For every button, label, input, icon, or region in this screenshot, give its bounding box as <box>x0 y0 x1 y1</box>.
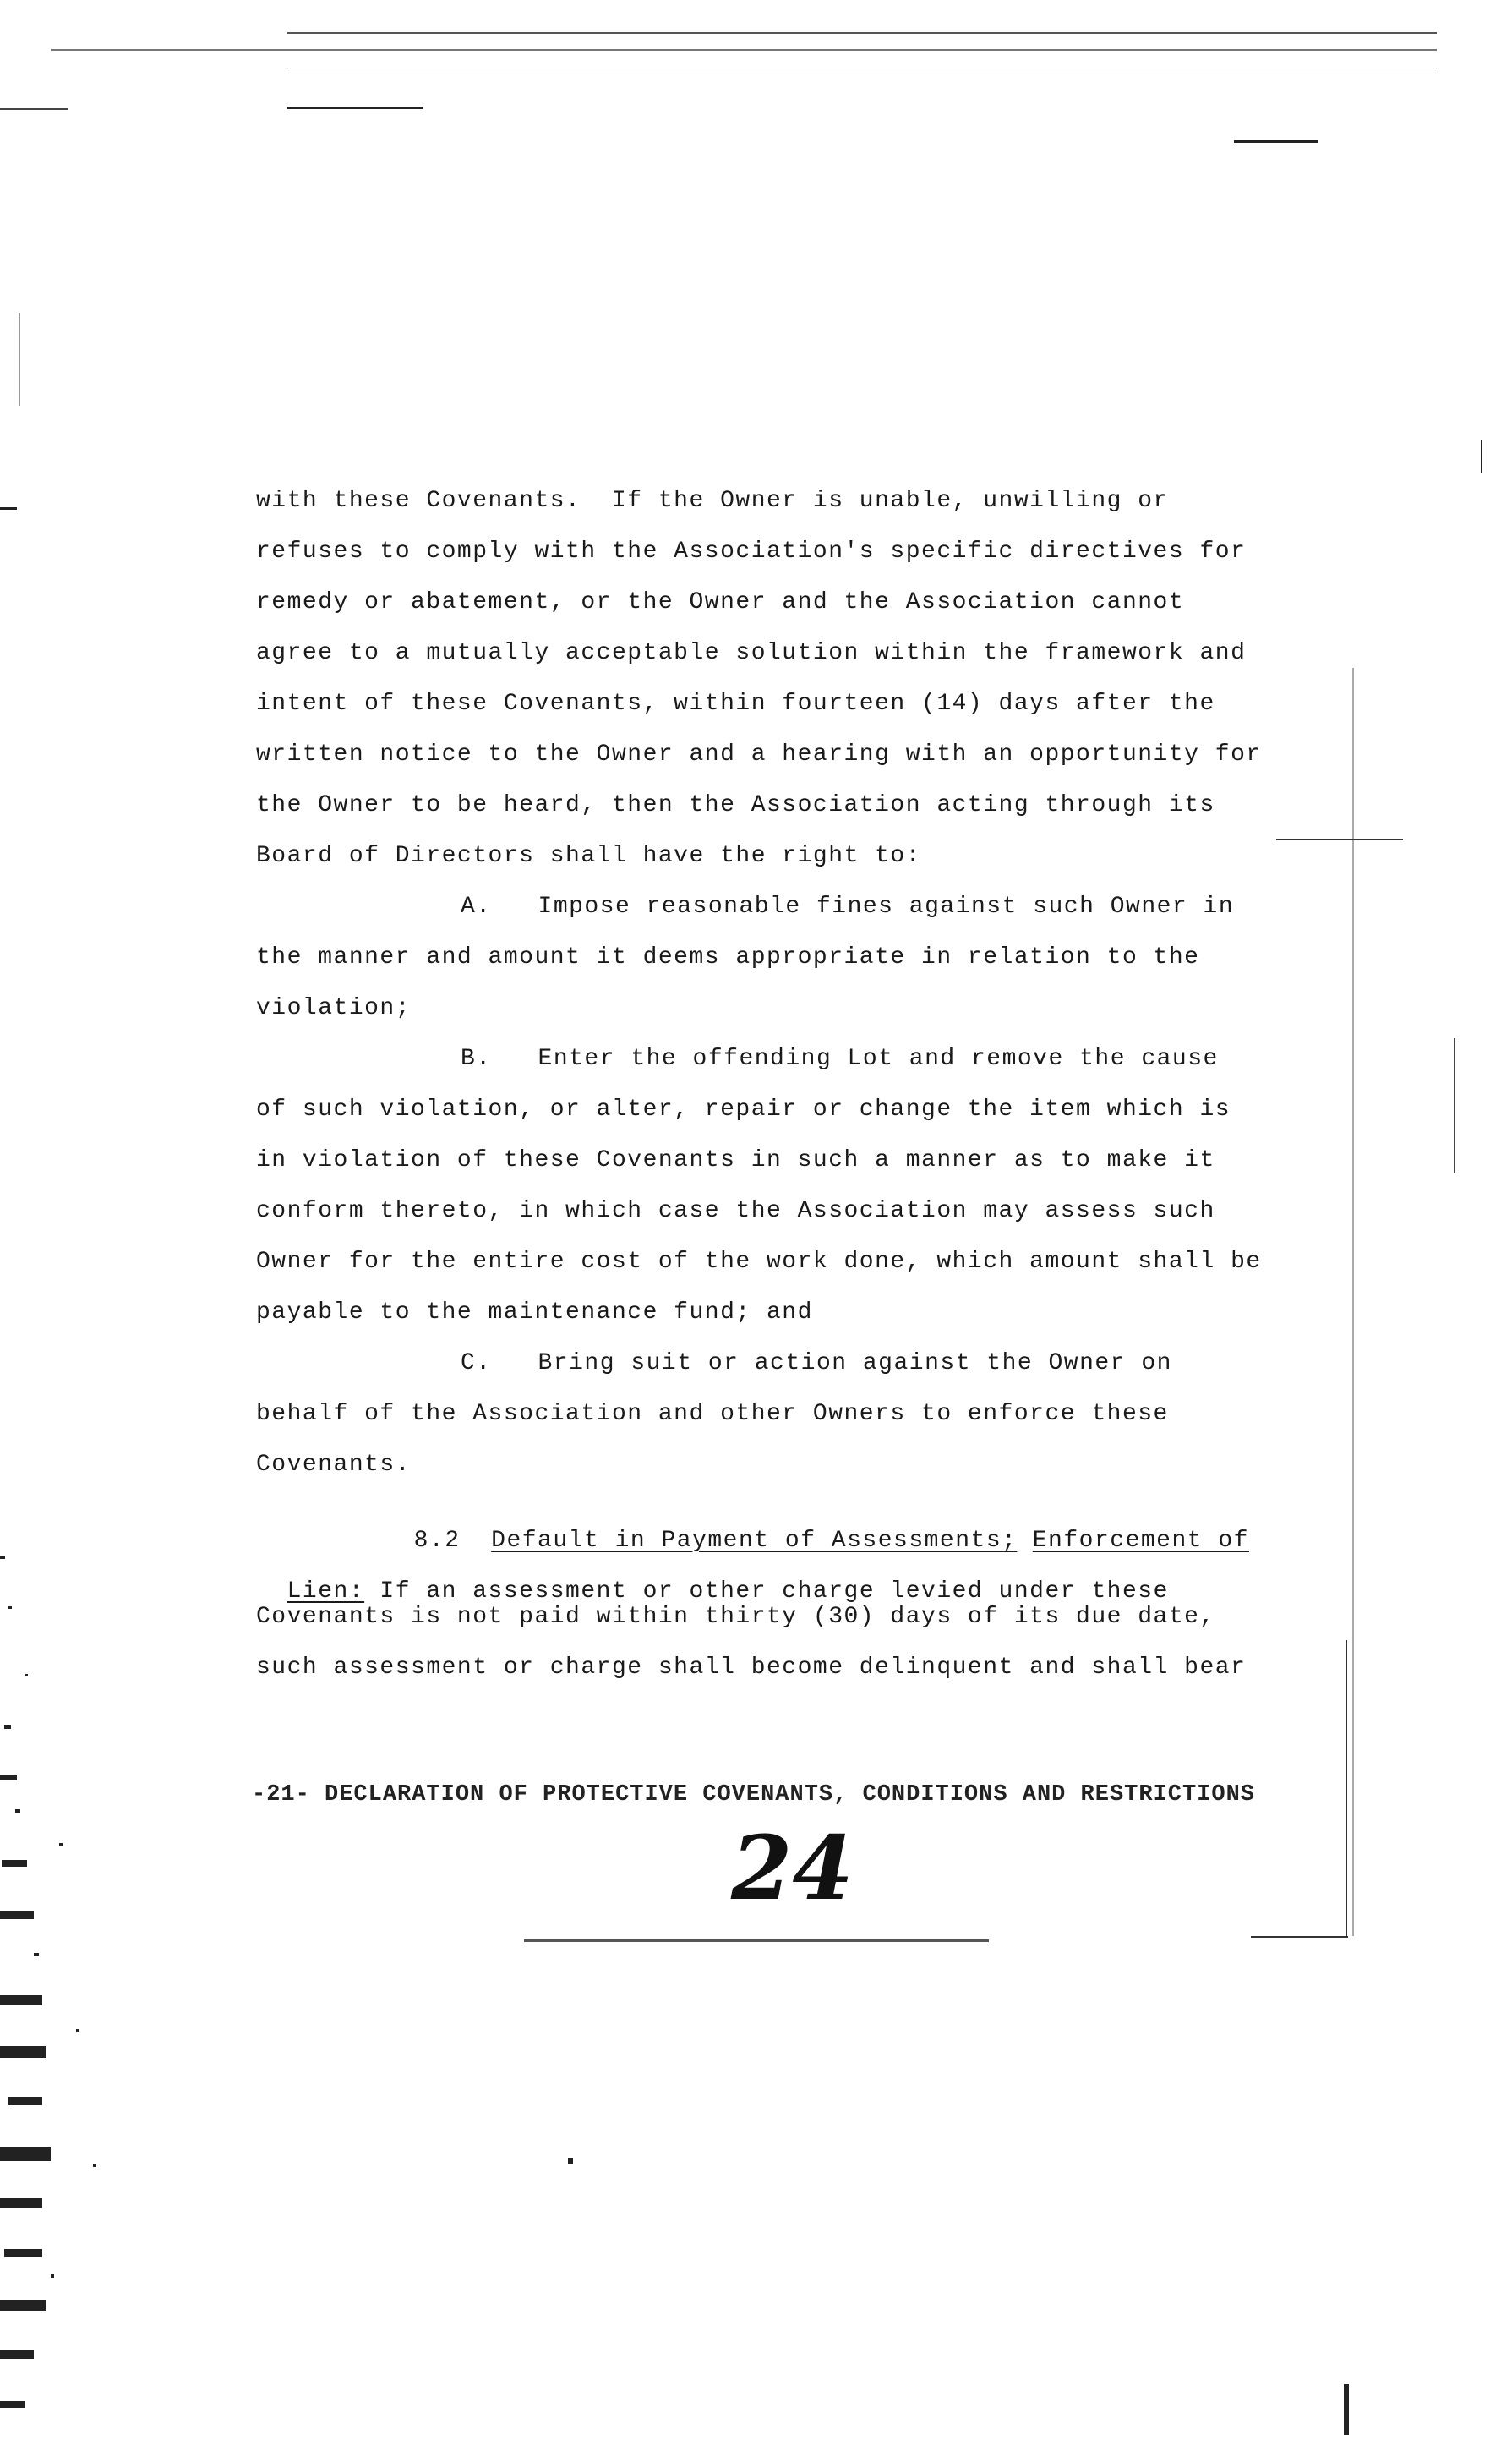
body-line: in violation of these Covenants in such a manner as to make it <box>256 1147 1215 1173</box>
body-line: the manner and amount it deems appropriate in relation to the <box>256 944 1200 971</box>
section-title-cont: Enforcement of <box>1032 1528 1249 1554</box>
subsection-c: C. Bring suit or action against the Owner on <box>461 1350 1172 1376</box>
section-line: Covenants is not paid within thirty (30) days of its due date, <box>256 1604 1215 1630</box>
body-line: payable to the maintenance fund; and <box>256 1299 813 1326</box>
subsection-a: A. Impose reasonable fines against such Owner in <box>461 894 1235 920</box>
body-line: of such violation, or alter, repair or change the item which is <box>256 1097 1231 1123</box>
scan-top-rule <box>51 49 1437 51</box>
body-line: with these Covenants. If the Owner is unable, unwilling or <box>256 488 1169 514</box>
section-number: 8.2 <box>413 1528 461 1554</box>
body-line: intent of these Covenants, within fourteen (14) days after the <box>256 691 1215 717</box>
section-title: Default in Payment of Assessments; <box>491 1528 1018 1554</box>
body-line: refuses to comply with the Association's specific directives for <box>256 539 1247 565</box>
scan-left-mark <box>0 507 17 510</box>
scan-bottom-mark <box>568 2158 573 2164</box>
scan-bottom-rule <box>524 1939 989 1942</box>
body-line: conform thereto, in which case the Association may assess such <box>256 1198 1215 1224</box>
body-line: the Owner to be heard, then the Association acting through its <box>256 792 1215 818</box>
section-title-end: Lien: <box>287 1578 365 1605</box>
scan-right-mark <box>1251 1936 1348 1938</box>
body-line: Covenants. <box>256 1452 412 1478</box>
scan-top-rule <box>1234 140 1318 143</box>
scan-right-mark <box>1346 1640 1347 1936</box>
scan-right-mark <box>1276 839 1403 840</box>
subsection-b: B. Enter the offending Lot and remove the cause <box>461 1046 1219 1072</box>
body-line: agree to a mutually acceptable solution within the framework and <box>256 640 1247 666</box>
scan-top-rule <box>287 32 1437 34</box>
body-line: written notice to the Owner and a hearing with an opportunity for <box>256 741 1262 768</box>
handwritten-page-number: 24 <box>731 1816 854 1920</box>
body-line: violation; <box>256 995 412 1021</box>
body-line: Board of Directors shall have the right to: <box>256 843 922 869</box>
scan-top-rule <box>0 108 68 110</box>
scan-noise <box>0 1556 127 2445</box>
section-heading <box>383 1503 1249 1554</box>
section-text: If an assessment or other charge levied under these <box>364 1578 1169 1605</box>
scan-bottom-mark <box>1344 2384 1349 2435</box>
section-line: such assessment or charge shall become delinquent and shall bear <box>256 1655 1247 1681</box>
page-footer: -21- DECLARATION OF PROTECTIVE COVENANTS, CONDITIONS AND RESTRICTIONS <box>252 1782 1255 1808</box>
body-line: remedy or abatement, or the Owner and the Association cannot <box>256 589 1185 615</box>
scan-top-rule <box>287 107 423 109</box>
scan-right-mark <box>1352 668 1354 1936</box>
scan-right-mark <box>1481 440 1482 473</box>
section-line <box>256 1554 1169 1605</box>
scan-left-mark <box>19 313 20 406</box>
scan-right-mark <box>1454 1038 1455 1173</box>
body-line: Owner for the entire cost of the work done, which amount shall be <box>256 1249 1262 1275</box>
body-line: behalf of the Association and other Owners to enforce these <box>256 1401 1169 1427</box>
